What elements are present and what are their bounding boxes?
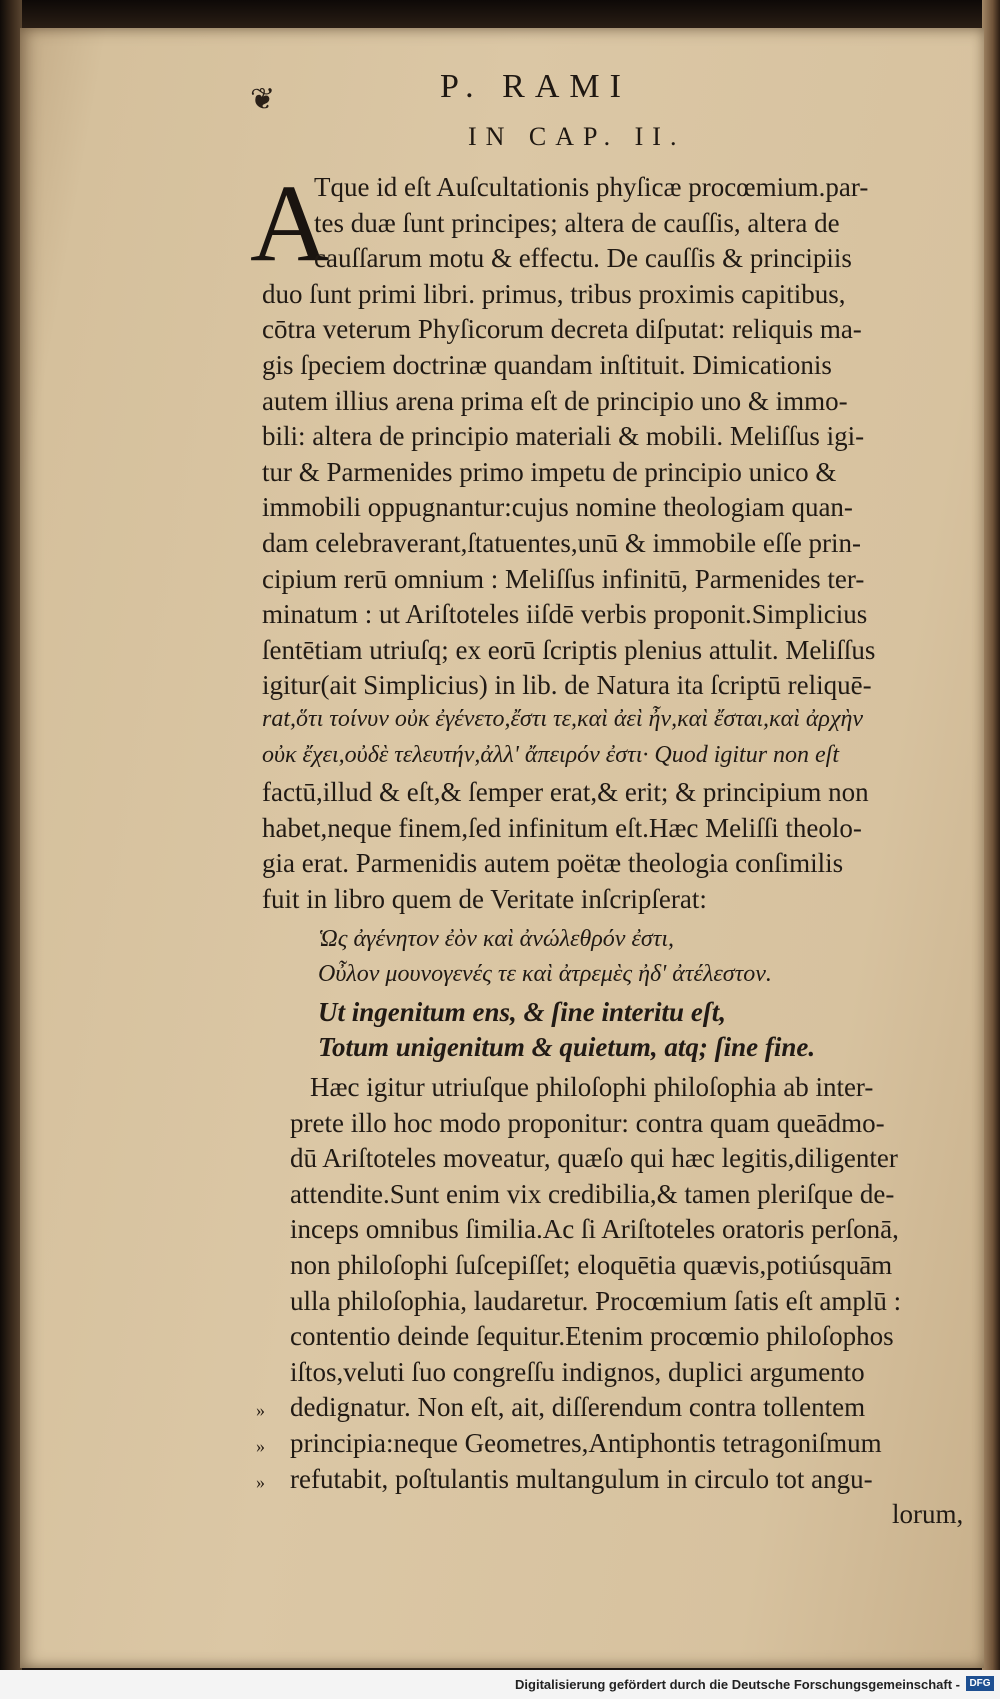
- text-line: dedignatur. Non eſt, ait, diſſerendum contra tollentem: [290, 1392, 866, 1423]
- margin-quote-mark: »: [256, 1400, 265, 1421]
- verse-line: Totum unigenitum & quietum, atq; ſine fine.: [318, 1032, 816, 1063]
- header-ornament: ❦: [250, 82, 276, 117]
- text-line: cipium rerū omnium : Meliſſus infinitū, Parmenides ter-: [262, 563, 865, 594]
- running-head: P. RAMI: [440, 68, 631, 105]
- verse-line: Ut ingenitum ens, & ſine interitu eſt,: [318, 996, 727, 1027]
- text-line: immobili oppugnantur:cujus nomine theologiam quan-: [262, 492, 853, 523]
- text-line: tes duæ ſunt principes; altera de cauſſis, altera de: [314, 207, 840, 238]
- text-line: cōtra veterum Phyſicorum decreta diſputat: reliquis ma-: [262, 314, 862, 345]
- margin-quote-mark: »: [256, 1436, 265, 1456]
- text-line: autem illius arena prima eſt de principio uno & immo-: [262, 385, 848, 416]
- book-spine: [0, 0, 22, 1670]
- text-line: gis ſpeciem doctrinæ quandam inſtituit. Dimicationis: [262, 350, 832, 380]
- text-line: cauſſarum motu & effectu. De cauſſis & principiis: [314, 243, 852, 274]
- text-line: non philoſophi ſuſcepiſſet; eloquētia quævis,potiúsquām: [290, 1250, 893, 1280]
- text-line: Hæc igitur utriuſque philoſophi philoſophia ab inter-: [310, 1072, 874, 1102]
- text-line: factū,illud & eſt,& ſemper erat,& erit; & principium non: [262, 777, 869, 808]
- text-line: ulla philoſophia, laudaretur. Procœmium ſatis eſt amplū :: [290, 1285, 902, 1316]
- verse-line: Ὡς ἀγένητον ἐὸν καὶ ἀνώλεθρόν ἐστι,: [318, 925, 675, 952]
- page-edge: [982, 0, 1000, 1670]
- text-line: principia:neque Geometres,Antiphontis tetragoniſmum: [290, 1428, 882, 1458]
- text-line: contentio deinde ſequitur.Etenim procœmio philoſophos: [290, 1321, 894, 1352]
- drop-cap: A: [250, 162, 330, 284]
- footer-bar: [0, 1670, 1000, 1699]
- text-line: minatum : ut Ariſtoteles iiſdē verbis proponit.Simplicius: [262, 599, 868, 630]
- footer-credit: Digitalisierung gefördert durch die Deutsche Forschungsgemeinschaft -: [515, 1677, 960, 1692]
- verse-line: Οὖλον μουνογενές τε καὶ ἀτρεμὲς ἠδ' ἀτέλεστον.: [318, 961, 772, 988]
- text-line: lorum,: [892, 1499, 964, 1530]
- text-line: inceps omnibus ſimilia.Ac ſi Ariſtoteles oratoris perſonā,: [290, 1214, 899, 1245]
- text-line: duo ſunt primi libri. primus, tribus proximis capitibus,: [262, 278, 846, 309]
- text-line: fuit in libro quem de Veritate inſcripſerat:: [262, 884, 707, 914]
- top-binding-shadow: [0, 0, 1000, 30]
- text-line: gia erat. Parmenidis autem poëtæ theologia conſimilis: [262, 848, 844, 879]
- text-line: οὐκ ἔχει,οὐδὲ τελευτήν,ἀλλ' ἄπειρόν ἐστι· Quod igitur non eſt: [262, 741, 840, 768]
- margin-quote-mark: »: [256, 1471, 265, 1492]
- text-line: dam celebraverant,ſtatuentes,unū & immobile eſſe prin-: [262, 528, 862, 558]
- text-line: iſtos,veluti ſuo congreſſu indignos, duplici argumento: [290, 1356, 865, 1387]
- text-line: tur & Parmenides primo impetu de principio unico &: [262, 456, 837, 487]
- text-line: habet,neque finem,ſed infinitum eſt.Hæc Meliſſi theolo-: [262, 812, 862, 843]
- text-line: rat,ὅτι τοίνυν οὐκ ἐγένετο,ἔστι τε,καὶ ἀεὶ ἦν,καὶ ἔσται,καὶ ἀρχὴν: [262, 706, 864, 732]
- text-line: igitur(ait Simplicius) in lib. de Natura ita ſcriptū reliquē-: [262, 670, 872, 701]
- text-line: attendite.Sunt enim vix credibilia,& tamen pleriſque de-: [290, 1178, 895, 1209]
- text-line: dū Ariſtoteles moveatur, quæſo qui hæc legitis,diligenter: [290, 1143, 898, 1174]
- text-line: bili: altera de principio materiali & mobili. Meliſſus igi-: [262, 421, 865, 452]
- text-line: ſentētiam utriuſq; ex eorū ſcriptis plenius attulit. Meliſſus: [262, 634, 876, 665]
- chapter-heading: IN CAP. II.: [468, 122, 686, 151]
- text-line: refutabit, poſtulantis multangulum in circulo tot angu-: [290, 1463, 873, 1494]
- text-line: prete illo hoc modo proponitur: contra quam queādmo-: [290, 1107, 885, 1138]
- text-line: Tque id eſt Auſcultationis phyſicæ procœmium.par-: [314, 172, 869, 202]
- dfg-logo: DFG: [966, 1676, 994, 1691]
